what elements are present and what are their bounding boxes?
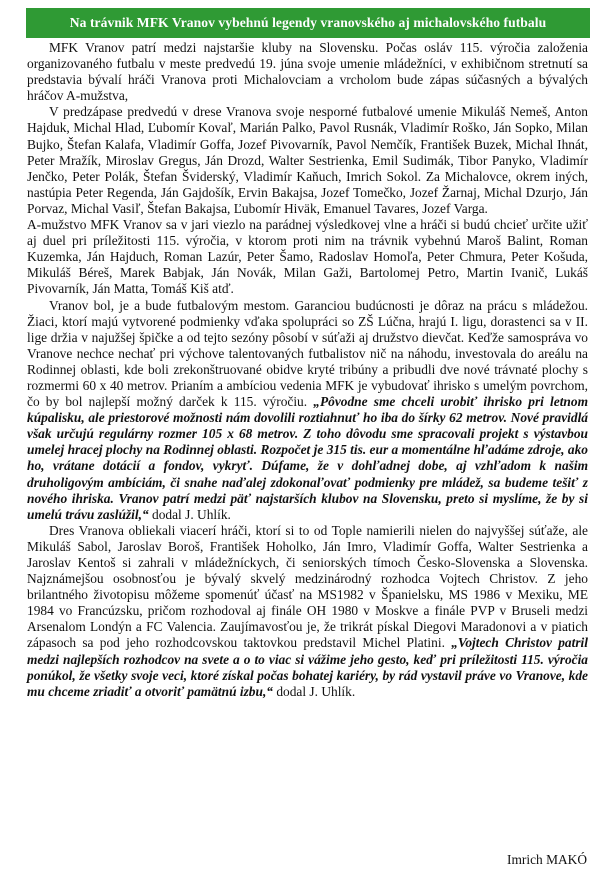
paragraph-prematch-lineup: V predzápase predvedú v drese Vranova svoje nesporné futbalové umenie Mikuláš Nemeš, Anton Hajduk, Michal Hlad, Ľubomír Kovaľ, Marián Palko, Pavol Rusnák, Vladimír Roško, Ján Sopko, Milan Bujko, Štefan Kalafa, Vladimír Goffa, Jozef Pivovarník, Pavol Nemčík, František Buzek, Michal Ihnát, Peter Mražík, Miroslav Gregus, Ján Drozd, Walter Sestrienka, Emil Sudimák, Tibor Panyko, Vladimír Jenčko, Peter Polák, Štefan Šviderský, Vladimír Kaňuch, Imrich Sokol. Za Michalovce, okrem iných, nastúpia Peter Regenda, Ján Gajdošík, Ervin Bakajsa, Jozef Tomečko, Jozef Žarnaj, Michal Dzurjo, Ján Porvaz, Michal Vasiľ, Štefan Bakajsa, Ľubomír Hiväk, Emanuel Tavares, Jozef Varga. xyxy=(27,104,588,216)
article-body xyxy=(27,40,588,700)
article-headline: Na trávnik MFK Vranov vybehnú legendy vranovského aj michalovského futbalu xyxy=(26,8,590,38)
quote-attribution: dodal J. Uhlík. xyxy=(148,506,231,522)
uhlik-quote-christov: „Vojtech Christov patril medzi najlepších rozhodcov na svete a o to viac si vážime jeho gesto, keď pri príležitosti 115. výročia ponúkol, že všetky svoje veci, ktoré získal počas bohatej kariéry, by rád vystavil práve vo Vranove, kde mu chceme zriadiť a otvoriť pamätnú izbu,“ xyxy=(27,635,588,699)
paragraph-youth-and-pitch xyxy=(27,298,588,523)
uhlik-quote-pitch: „Pôvodne sme chceli urobiť ihrisko pri letnom kúpalisku, ale priestorové možnosti nám dovolili roztiahnuť ho iba do šírky 62 metrov. Nové pravidlá však určujú regulárny rozmer 105 x 68 metrov. Z toho dôvodu sme spracovali projekt s výstavbou umelej hracej plochy na Rodinnej oblasti. Rozpočet je 315 tis. eur a momentálne hľadáme zdroje, ako ho, vrátane dotácií a fondov, vykryť. Dúfame, že v dohľadnej dobe, aj vzhľadom k našim druholigovým ambíciám, či snahe naďalej zdokonaľovať podmienky pre mládež, sa budeme tešiť z nového ihriska. Vranov patrí medzi päť najstarších klubov na Slovensku, preto si myslíme, že by si umelú trávu zaslúžil,“ xyxy=(27,394,588,522)
quote-attribution: dodal J. Uhlík. xyxy=(272,683,356,699)
author-byline: Imrich MAKÓ xyxy=(507,852,587,867)
paragraph-a-team: A-mužstvo MFK Vranov sa v jari viezlo na parádnej výsledkovej vlne a hráči si budú chcieť určite užiť aj duel pri príležitosti 115. výročia, v ktorom proti nim na trávnik vybehnú Maroš Balint, Roman Kuzemka, Ján Hajduch, Roman Lazúr, Peter Šamo, Radoslav Homoľa, Peter Chmura, Peter Košuda, Mikuláš Béreš, Marek Babjak, Ján Novák, Milan Gaži, Bartolomej Petro, Martin Ivanič, Lukáš Pivovarník, Ján Matta, Tomáš Kiš atď. xyxy=(27,217,588,297)
paragraph-intro: MFK Vranov patrí medzi najstaršie kluby na Slovensku. Počas osláv 115. výročia založenia organizovaného futbalu v meste predvedú 19. júna svoje umenie mládežníci, v exhibičnom stretnutí sa predstavia bývalí hráči Vranova proti Michalovciam a vrcholom bude zápas súčasných a bývalých hráčov A-mužstva, xyxy=(27,40,588,104)
paragraph-christov-text: Dres Vranova obliekali viacerí hráči, ktorí si to od Tople namierili nielen do najvyššej súťaže, ale Mikuláš Sabol, Jaroslav Boroš, František Hoholko, Ján Imro, Vladimír Goffa, Walter Sestrienka a Jaroslav Kentoš si zahrali v mládežníckych, či seniorských tímoch Česko-Slovenska a Slovenska. Najznámejšou osobnosťou je bývalý skvelý medzinárodný rozhodca Vojtech Christov. Z jeho brilantného životopisu môžeme spomenúť účasť na MS1982 v Španielsku, MS 1986 v Mexiku, ME 1984 vo Francúzsku, pričom rozhodoval aj finále OH 1980 v Moskve a finále PVP v Bruseli medzi Arsenalom Londýn a FC Valencia. Zaujímavosťou je, že trikrát pískal Diegovi Maradonovi a v piatich zápasoch sa pod jeho rozhodcovskou taktovkou predstavil Michel Platini. xyxy=(27,522,588,651)
paragraph-youth-text: Vranov bol, je a bude futbalovým mestom. Garanciou budúcnosti je dôraz na prácu s mládežou. Žiaci, ktorí majú vytvorené podmienky vďaka spolupráci so ZŠ Lúčna, hrajú I. ligu, dorastenci sa v II. lige držia v najužšej špičke a od tejto sezóny pôsobí v súťaži aj družstvo dievčat. Keďže samospráva vo Vranove nechce nechať pri výchove talentovaných futbalistov nič na náhodu, investovala do areálu na Rodinnej oblasti, kde boli zrekonštruované obidve kryté tribúny a pribudli dve nové trávnaté plochy s rozmermi 60 x 40 metrov. Prianím a ambíciou vedenia MFK je vybudovať ihrisko s umelým povrchom, čo by bol najlepší možný darček k 115. výročiu. xyxy=(27,297,588,410)
paragraph-notable-players xyxy=(27,523,588,700)
